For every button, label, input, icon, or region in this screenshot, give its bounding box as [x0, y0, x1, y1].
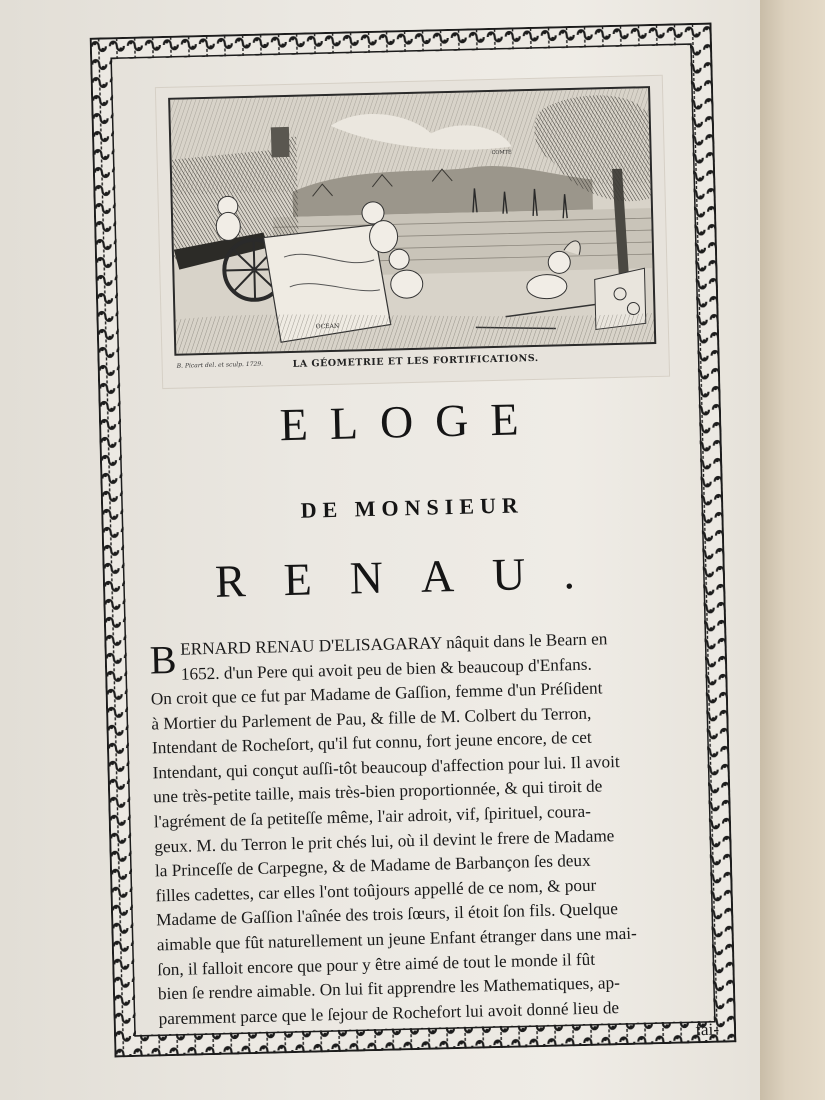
- artist-credit: B. Picart del. et sculp. 1729.: [176, 360, 264, 370]
- page-content: [120, 53, 720, 1040]
- text-line: une très-petite taille, mais très-bien proportionnée, & qui tiroit de: [152, 776, 603, 807]
- engraving-plate: [156, 76, 669, 388]
- text-line: paremment parce que le ſejour de Rochefort lui avoit donné lieu de: [158, 997, 620, 1029]
- engraving-illustration: [170, 88, 654, 354]
- page-frame: [90, 23, 737, 1058]
- drop-cap: B: [149, 636, 178, 683]
- town-label: COMTÉ: [491, 149, 512, 156]
- text-line: filles cadettes, car elles l'ont toûjours appellé de ce nom, & pour: [155, 875, 597, 906]
- headpiece-engraving: [168, 86, 656, 356]
- text-line: Intendant, qui conçut auſſi-tôt beaucoup d'affection pour lui. Il avoit: [152, 751, 620, 783]
- text-line: Madame de Gaſſion l'aînée des trois ſœurs, il étoit ſon fils. Quelque: [155, 899, 619, 930]
- page-title: ELOGE: [279, 392, 542, 451]
- text-line: On croit que ce fut par Madame de Gaſſion, femme d'un Préſident: [150, 678, 603, 709]
- text-line: 1652. d'un Pere qui avoit peu de bien & beaucoup d'Enfans.: [180, 654, 592, 684]
- body-paragraph: [149, 625, 719, 1056]
- text-line: l'agrément de ſa petiteſſe même, l'air adroit, vif, ſpirituel, coura-: [153, 801, 592, 832]
- catchword: fai-: [694, 1019, 720, 1040]
- text-line: Intendant de Rocheſort, qu'il fut connu, fort jeune encore, de cet: [151, 727, 592, 758]
- text-line: aimable que fût naturellement un jeune Enfant étranger dans une mai-: [156, 923, 638, 955]
- text-line: ſon, il falloit encore que pour y être aimé de tout le monde il fût: [157, 949, 596, 979]
- engraving-caption: LA GÉOMETRIE ET LES FORTIFICATIONS.: [292, 352, 539, 370]
- text-line: à Mortier du Parlement de Pau, & fille de M. Colbert du Terron,: [151, 703, 592, 734]
- subject-name: RENAU.: [214, 546, 614, 607]
- desk-background: [760, 0, 825, 1100]
- text-line: geux. M. du Terron le prit chés lui, où il devint le frere de Madame: [154, 825, 615, 856]
- text-line: bien ſe rendre aimable. On lui fit apprendre les Mathematiques, ap-: [157, 973, 621, 1004]
- text-line: la Princeſſe de Carpegne, & de Madame de Barbançon ſes deux: [154, 850, 591, 881]
- page-subtitle: DE MONSIEUR: [300, 492, 525, 523]
- text-line: ERNARD RENAU D'ELISAGARAY nâquit dans le Bearn en: [180, 629, 608, 659]
